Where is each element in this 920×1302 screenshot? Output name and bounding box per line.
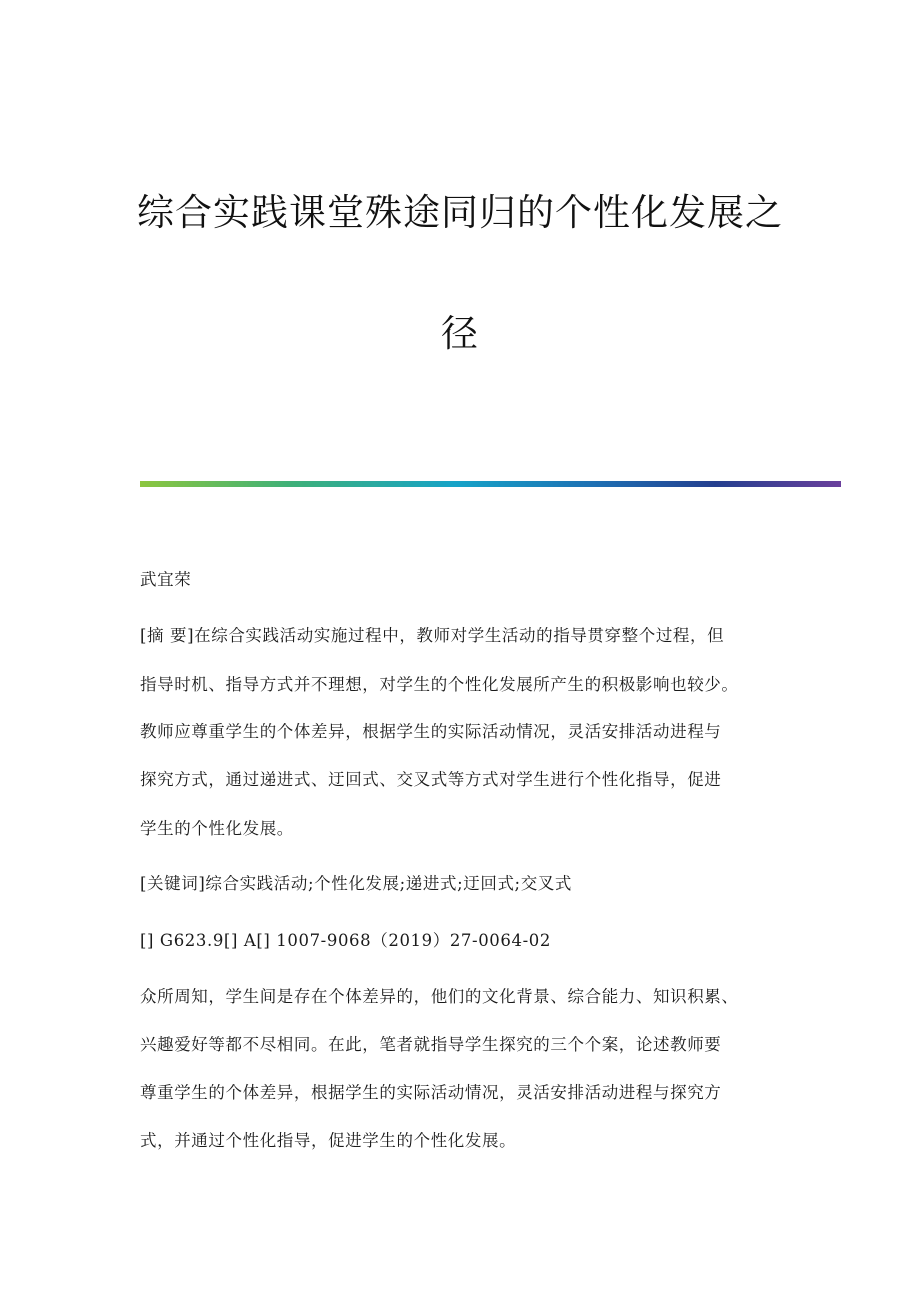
body-line: 尊重学生的个体差异，根据学生的实际活动情况，灵活安排活动进程与探究方	[140, 1083, 722, 1102]
abstract-line: [摘 要]在综合实践活动实施过程中，教师对学生活动的指导贯穿整个过程，但	[140, 626, 725, 645]
document-title-line-2: 径	[441, 312, 479, 355]
author-name: 武宜荣	[140, 570, 192, 589]
abstract-line: 探究方式，通过递进式、迂回式、交叉式等方式对学生进行个性化指导，促进	[140, 770, 722, 789]
classification-line: [] G623.9[] A[] 1007-9068（2019）27-0064-02	[140, 931, 551, 950]
abstract-line: 教师应尊重学生的个体差异，根据学生的实际活动情况，灵活安排活动进程与	[140, 722, 722, 741]
body-line: 兴趣爱好等都不尽相同。在此，笔者就指导学生探究的三个个案，论述教师要	[140, 1035, 722, 1054]
abstract-line: 学生的个性化发展。	[140, 819, 294, 838]
gradient-divider	[140, 481, 841, 487]
body-line: 式，并通过个性化指导，促进学生的个性化发展。	[140, 1131, 517, 1150]
keywords-line: [关键词]综合实践活动;个性化发展;递进式;迂回式;交叉式	[140, 874, 573, 893]
body-line: 众所周知，学生间是存在个体差异的，他们的文化背景、综合能力、知识积累、	[140, 987, 739, 1006]
abstract-line: 指导时机、指导方式并不理想，对学生的个性化发展所产生的积极影响也较少。	[140, 675, 739, 694]
document-title-line-1: 综合实践课堂殊途同归的个性化发展之	[137, 191, 783, 234]
